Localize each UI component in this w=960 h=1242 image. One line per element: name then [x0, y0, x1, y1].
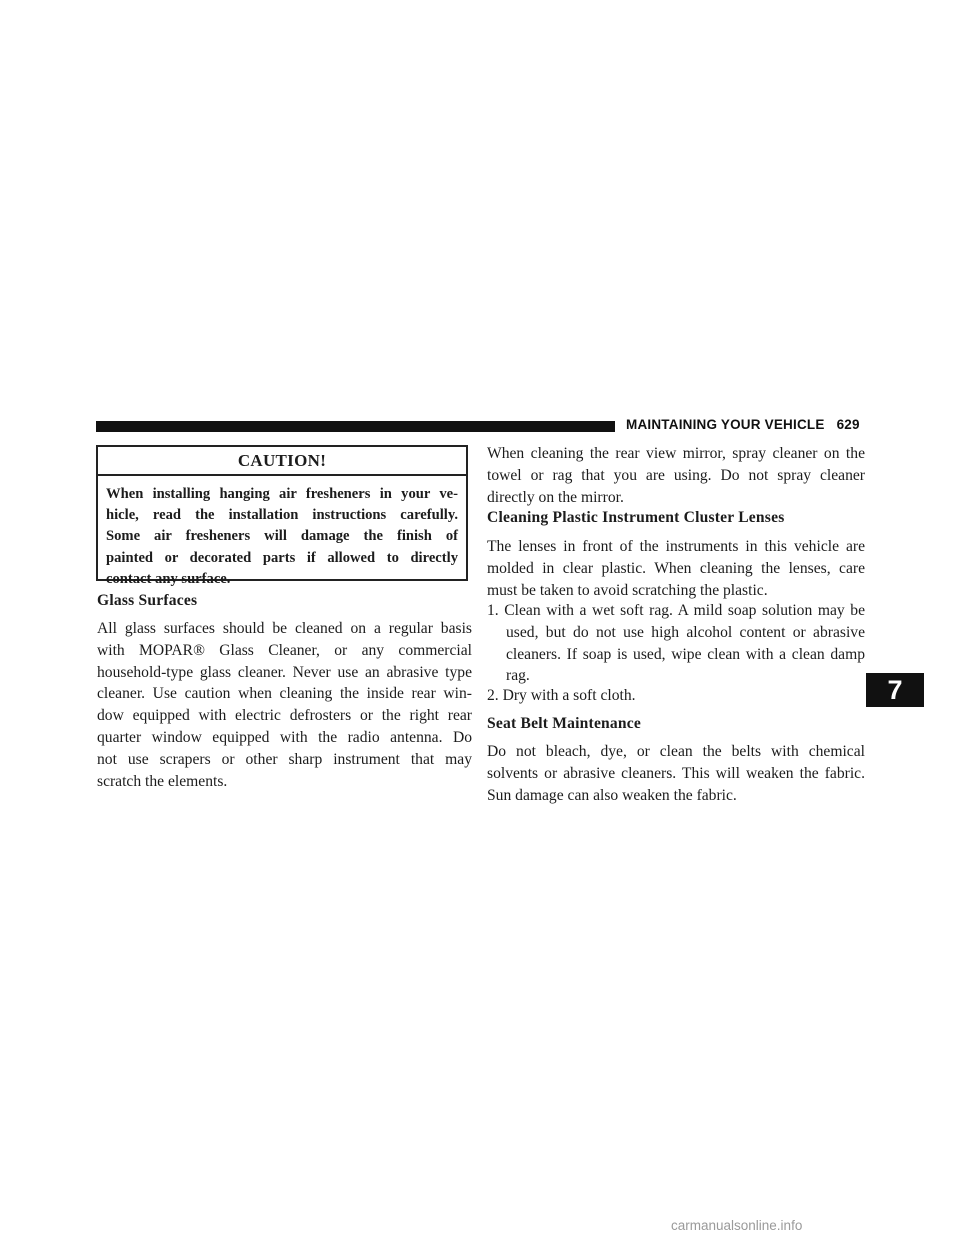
- paragraph-line: solvents or abrasive cleaners. This will weaken the fabric.: [487, 764, 865, 782]
- caution-text: [98, 476, 466, 590]
- paragraph-line: must be taken to avoid scratching the plastic.: [487, 581, 768, 599]
- mirror-paragraph: [487, 443, 865, 508]
- list-item-step-2: [487, 685, 865, 707]
- seat-belt-heading: Seat Belt Maintenance: [487, 715, 642, 732]
- seat-belt-paragraph: [487, 741, 865, 806]
- page-number: 629: [836, 417, 860, 432]
- chapter-tab: 7: [866, 673, 924, 707]
- paragraph-line: molded in clear plastic. When cleaning the lenses, care: [487, 559, 865, 577]
- running-header: [626, 417, 860, 432]
- caution-line: hicle, read the installation instructions carefully.: [106, 507, 458, 524]
- paragraph-line: cleaner. Use caution when cleaning the inside rear win-: [97, 685, 472, 703]
- paragraph-line: towel or rag that you are using. Do not spray cleaner: [487, 466, 865, 484]
- caution-line: contact any surface.: [106, 570, 231, 587]
- paragraph-line: Do not bleach, dye, or clean the belts with chemical: [487, 743, 865, 760]
- paragraph-line: scratch the elements.: [97, 772, 228, 790]
- list-line: used, but do not use high alcohol content or abrasive: [506, 623, 865, 641]
- paragraph-line: quarter window equipped with the radio antenna. Do: [97, 728, 472, 746]
- caution-box: [96, 445, 468, 587]
- lens-cleaning-heading: Cleaning Plastic Instrument Cluster Lenses: [487, 509, 785, 526]
- list-item-step-1: [487, 600, 865, 687]
- paragraph-line: When cleaning the rear view mirror, spray cleaner on the: [487, 445, 865, 462]
- list-line: 2. Dry with a soft cloth.: [487, 687, 636, 704]
- caution-line: When installing hanging air fresheners in your ve-: [106, 486, 458, 502]
- paragraph-line: dow equipped with electric defrosters or the right rear: [97, 707, 472, 725]
- list-line: 1. Clean with a wet soft rag. A mild soap solution may be: [487, 602, 865, 619]
- caution-title: CAUTION!: [98, 447, 466, 476]
- paragraph-line: household-type glass cleaner. Never use an abrasive type: [97, 663, 472, 681]
- paragraph-line: not use scrapers or other sharp instrument that may: [97, 750, 472, 768]
- paragraph-line: with MOPAR® Glass Cleaner, or any commercial: [97, 641, 472, 659]
- paragraph-line: directly on the mirror.: [487, 488, 624, 506]
- site-watermark: carmanualsonline.info: [671, 1218, 803, 1233]
- paragraph-line: The lenses in front of the instruments in this vehicle are: [487, 538, 865, 555]
- header-rule: [96, 421, 615, 432]
- caution-line: painted or decorated parts if allowed to directly: [106, 549, 458, 566]
- section-title: MAINTAINING YOUR VEHICLE: [626, 417, 825, 432]
- list-line: rag.: [506, 667, 530, 685]
- glass-surfaces-paragraph: [97, 618, 472, 792]
- lens-cleaning-paragraph: [487, 536, 865, 601]
- caution-line: Some air fresheners will damage the finish of: [106, 528, 458, 545]
- paragraph-line: All glass surfaces should be cleaned on a regular basis: [97, 620, 472, 637]
- glass-surfaces-heading: Glass Surfaces: [97, 592, 198, 609]
- list-line: cleaners. If soap is used, wipe clean with a clean damp: [506, 645, 865, 663]
- paragraph-line: Sun damage can also weaken the fabric.: [487, 786, 737, 804]
